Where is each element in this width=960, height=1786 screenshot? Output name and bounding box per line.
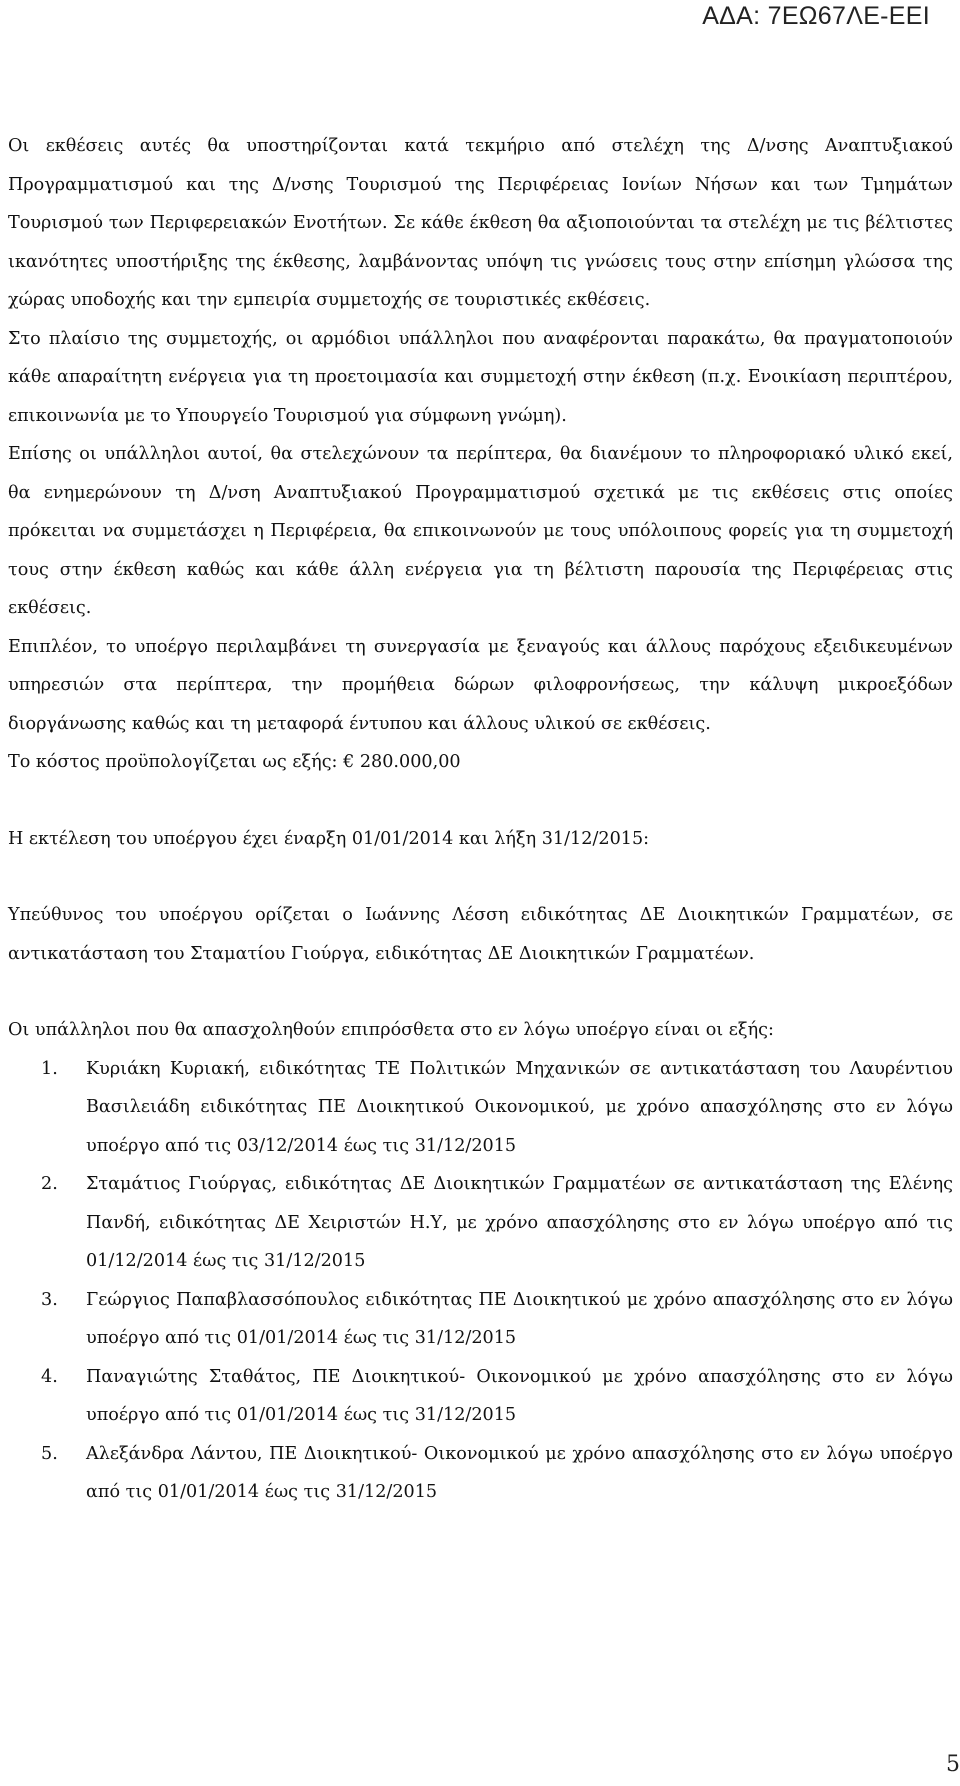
list-item-text: Αλεξάνδρα Λάντου, ΠΕ Διοικητικού- Οικονομικού με χρόνο απασχόλησης στο εν λόγω υποέργο από τις 01/01/2014 έως τις 31/12/2015 [86, 1443, 953, 1502]
list-number: 2. [41, 1174, 58, 1194]
responsible-paragraph: Υπεύθυνος του υποέργου ορίζεται ο Ιωάννης Λέσση ειδικότητας ΔΕ Διοικητικών Γραμματέων, σε αντικατάσταση του Σταματίου Γιούργα, ειδικότητας ΔΕ Διοικητικών Γραμματέων. [8, 905, 953, 964]
list-item-text: Γεώργιος Παπαβλασσόπουλος ειδικότητας ΠΕ Διοικητικού με χρόνο απασχόλησης στο εν λόγω υποέργο από τις 01/01/2014 έως τις 31/12/2015 [86, 1289, 953, 1348]
list-item-text: Σταμάτιος Γιούργας, ειδικότητας ΔΕ Διοικητικών Γραμματέων σε αντικατάσταση της Ελένης Πανδή, ειδικότητας ΔΕ Χειριστών Η.Υ, με χρόνο απασχόλησης στο εν λόγω υποέργο από τις 01/12/2014 έως τις 31/12/2015 [86, 1174, 953, 1271]
staff-list-item [8, 1281, 953, 1358]
list-number: 3. [41, 1289, 58, 1310]
staff-list-item [8, 1165, 953, 1281]
page-number: 5 [946, 1752, 960, 1777]
staff-list-item [8, 1435, 953, 1512]
paragraph-additional: Επιπλέον, το υποέργο περιλαμβάνει τη συνεργασία με ξεναγούς και άλλους παρόχους εξειδικευμένων υπηρεσιών στα περίπτερα, την προμήθεια δώρων φιλοφρονήσεως, την κάλυψη μικροεξόδων διοργάνωσης καθώς και τη μεταφορά έντυπου και άλλους υλικού σε εκθέσεις. [8, 636, 953, 734]
list-item-text: Παναγιώτης Σταθάτος, ΠΕ Διοικητικού- Οικονομικού με χρόνο απασχόλησης στο εν λόγω υποέργο από τις 01/01/2014 έως τις 31/12/2015 [86, 1366, 953, 1425]
cost-line: Το κόστος προϋπολογίζεται ως εξής: € 280.000,00 [8, 752, 461, 772]
list-item-text: Κυριάκη Κυριακή, ειδικότητας ΤΕ Πολιτικών Μηχανικών σε αντικατάσταση του Λαυρέντιου Βασιλειάδη ειδικότητας ΠΕ Διοικητικού Οικονομικού, με χρόνο απασχόλησης στο εν λόγω υποέργο από τις 03/12/2014 έως τις 31/12/2015 [86, 1058, 953, 1156]
staff-list-item [8, 1050, 953, 1166]
schedule-line: Η εκτέλεση του υποέργου έχει έναρξη 01/01/2014 και λήξη 31/12/2015: [8, 828, 650, 849]
paragraph-staff-duties: Επίσης οι υπάλληλοι αυτοί, θα στελεχώνουν τα περίπτερα, θα διανέμουν το πληροφοριακό υλικό εκεί, θα ενημερώνουν τη Δ/νση Αναπτυξιακού Προγραμματισμού σχετικά με τις εκθέσεις στις οποίες πρόκειται να συμμετάσχει η Περιφέρεια, θα επικοινωνούν με τους υπόλοιπους φορείς για τη συμμετοχή τους στην έκθεση καθώς και κάθε άλλη ενέργεια για τη βέλτιστη παρουσία της Περιφέρειας στις εκθέσεις. [8, 444, 953, 618]
paragraph-exhibitions: Οι εκθέσεις αυτές θα υποστηρίζονται κατά τεκμήριο από στελέχη της Δ/νσης Αναπτυξιακού Προγραμματισμού και της Δ/νσης Τουρισμού της Περιφέρειας Ιονίων Νήσων και των Τμημάτων Τουρισμού των Περιφερειακών Ενοτήτων. Σε κάθε έκθεση θα αξιοποιούνται τα στελέχη με τις βέλτιστες ικανότητες υποστήριξης της έκθεσης, λαμβάνοντας υπόψη τις γνώσεις τους στην επίσημη γλώσσα της χώρας υποδοχής και την εμπειρία συμμετοχής σε τουριστικές εκθέσεις. [8, 136, 953, 310]
staff-list-item [8, 1358, 953, 1435]
document-body [8, 127, 953, 1512]
list-number: 4. [41, 1366, 58, 1387]
ada-code: ΑΔΑ: 7ΕΩ67ΛΕ-ΕΕΙ [702, 2, 930, 30]
list-number: 1. [41, 1058, 58, 1079]
paragraph-participation: Στο πλαίσιο της συμμετοχής, οι αρμόδιοι υπάλληλοι που αναφέρονται παρακάτω, θα πραγματοποιούν κάθε απαραίτητη ενέργεια για τη προετοιμασία και συμμετοχή στην έκθεση (π.χ. Ενοικίαση περιπτέρου, επικοινωνία με το Υπουργείο Τουρισμού για σύμφωνη γνώμη). [8, 328, 953, 426]
staff-intro: Οι υπάλληλοι που θα απασχοληθούν επιπρόσθετα στο εν λόγω υποέργο είναι οι εξής: [8, 1020, 774, 1040]
list-number: 5. [41, 1443, 58, 1464]
staff-list [8, 1050, 953, 1512]
